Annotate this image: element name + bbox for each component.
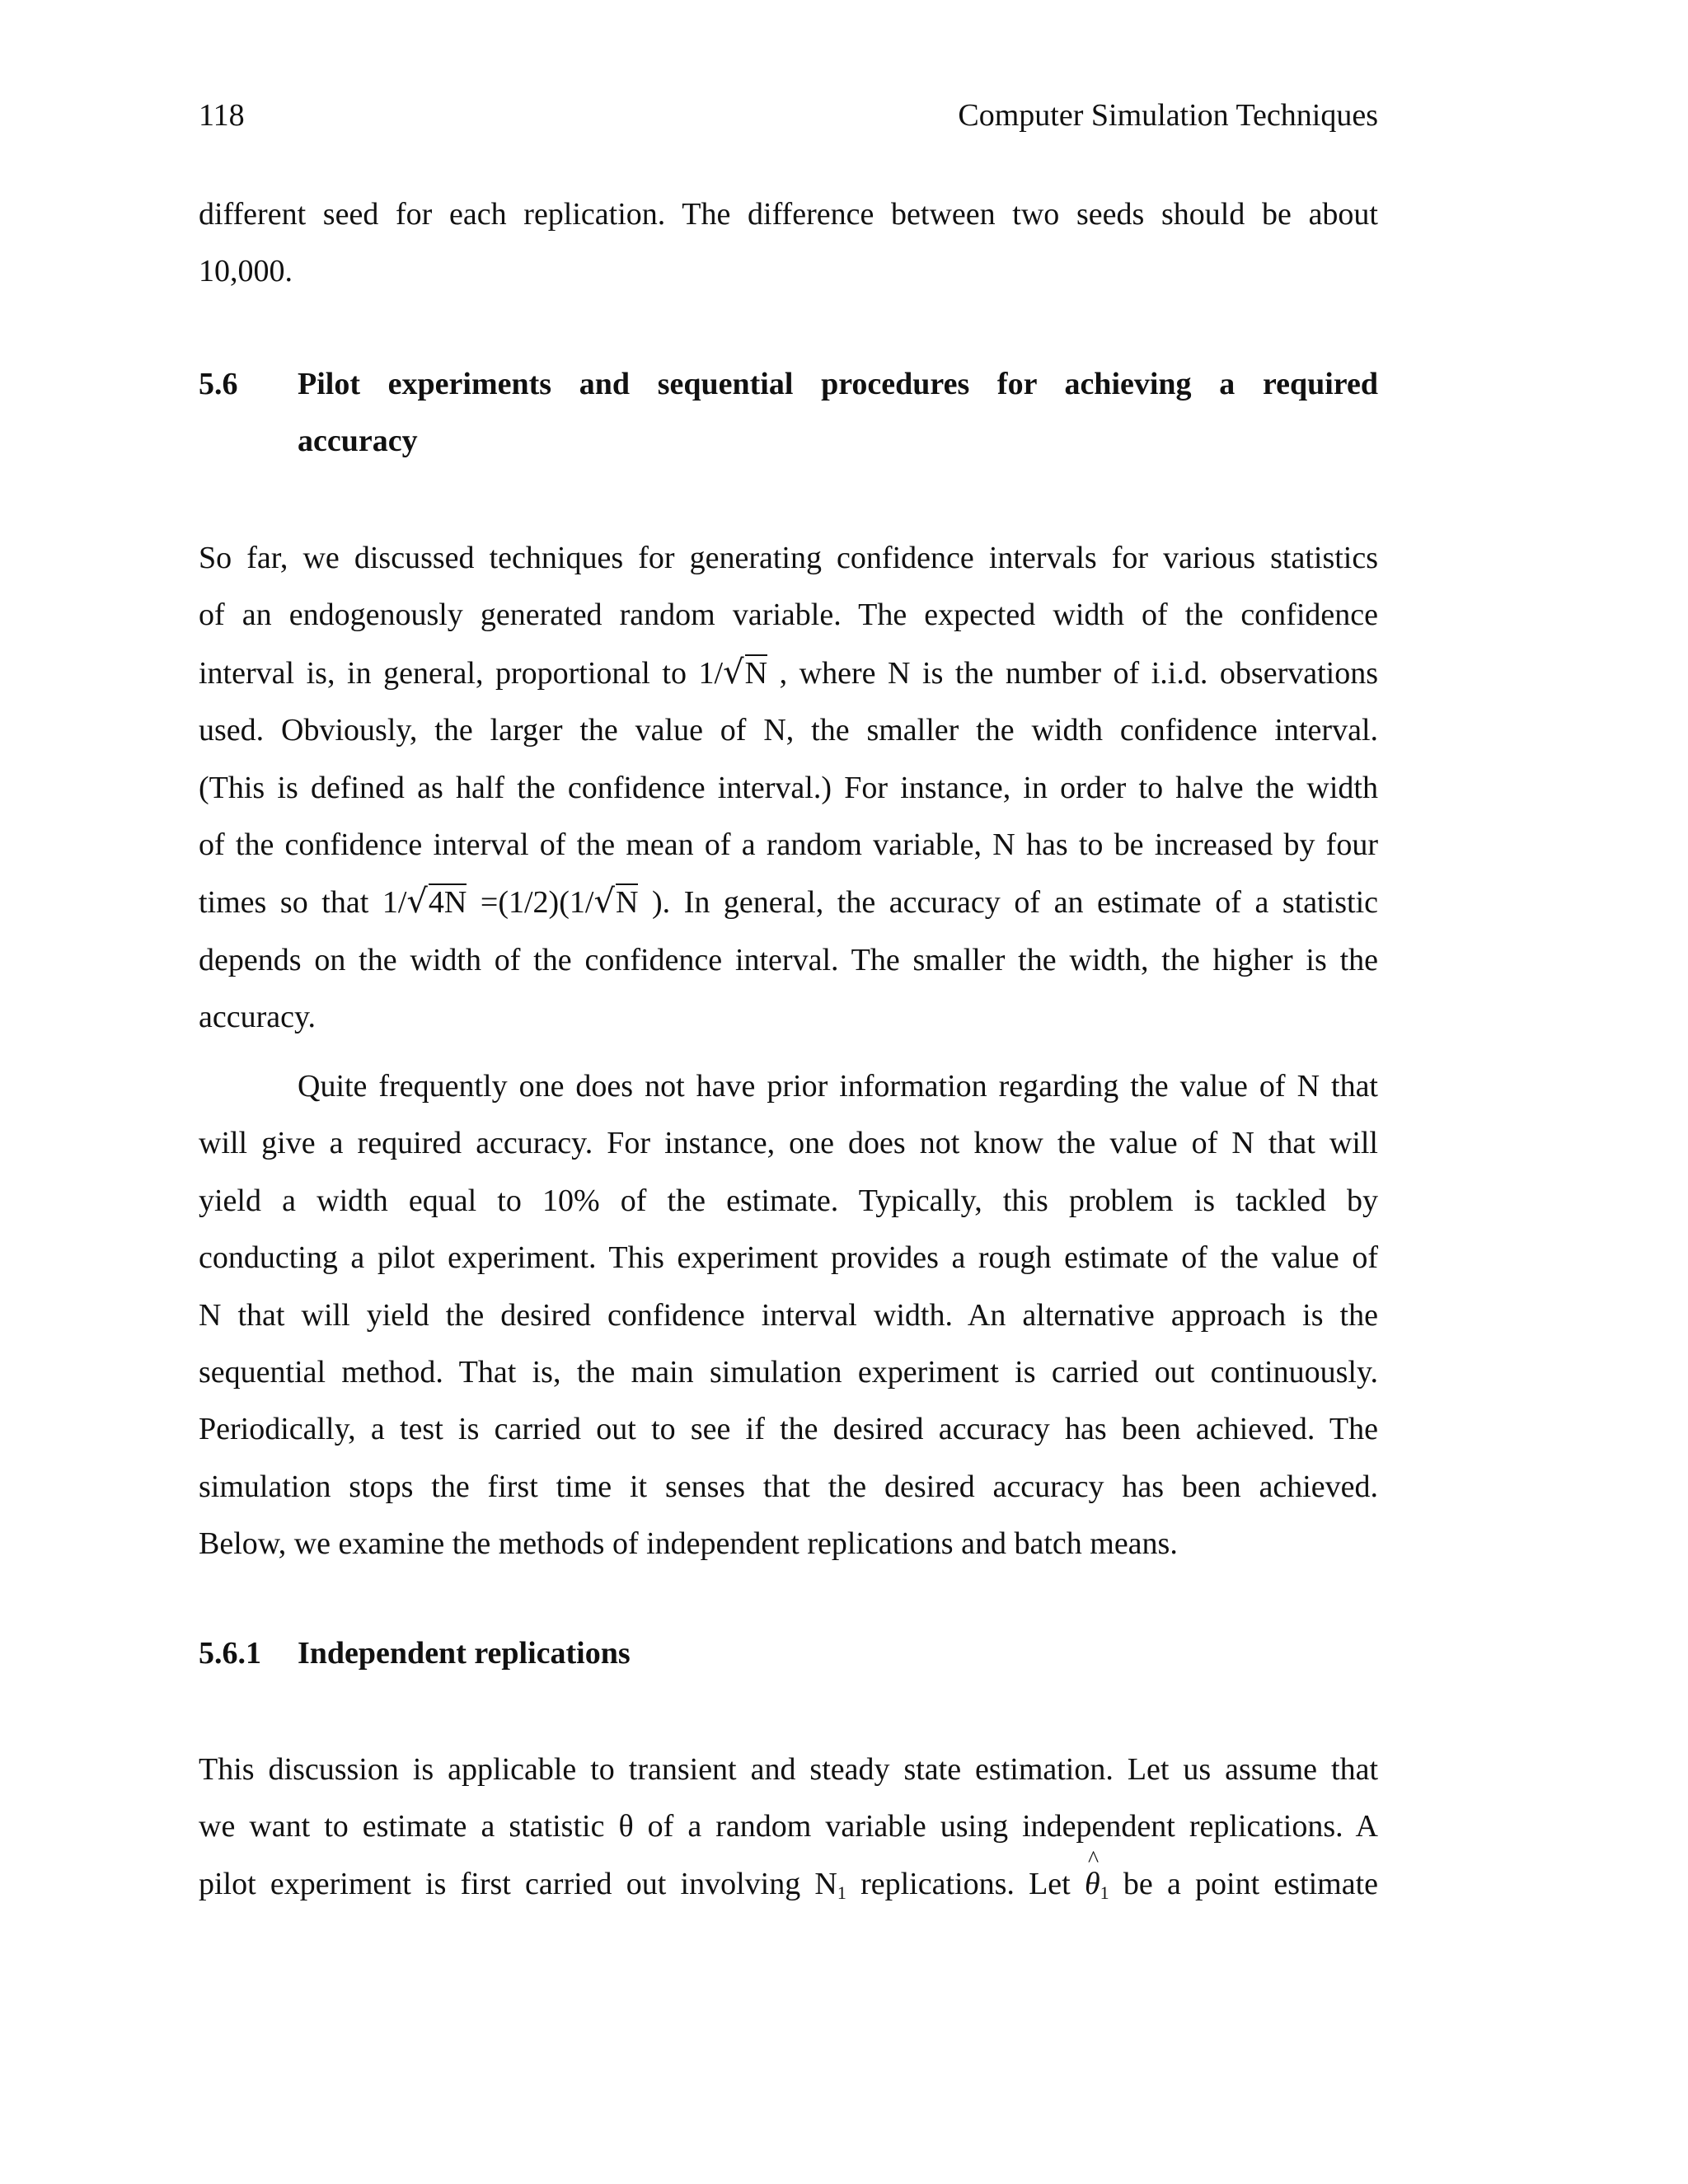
radical-sign: √: [723, 653, 744, 691]
page-number: 118: [199, 98, 245, 133]
text-line: depends on the width of the confidence interval. The smaller the width, the higher is the: [199, 942, 1378, 977]
text-line: of an endogenously generated random variable. The expected width of the confidence: [199, 598, 1378, 633]
text-fragment: interval is, in general, proportional to 1/: [199, 655, 724, 691]
text-line: we want to estimate a statistic θ of a random variable using independent replications. A: [199, 1809, 1378, 1844]
paragraph-2: [199, 1058, 1378, 1573]
text-fragment: ). In general, the accuracy of an estimate of a statistic: [638, 885, 1378, 921]
text-line-with-sqrt: [199, 644, 1378, 702]
text-line: This discussion is applicable to transient and steady state estimation. Let us assume that: [199, 1752, 1378, 1787]
text-line-with-math: [199, 1846, 1379, 1913]
text-line: will give a required accuracy. For instance, one does not know the value of N that will: [199, 1126, 1378, 1161]
text-fragment: times so that 1/: [199, 885, 407, 921]
sqrt-argument: 4N: [428, 885, 467, 921]
text-line: (This is defined as half the confidence interval.) For instance, in order to halve the width: [199, 770, 1378, 805]
text-line: simulation stops the first time it senses that the desired accuracy has been achieved.: [199, 1469, 1378, 1504]
sqrt-argument: N: [744, 655, 768, 691]
text-line: yield a width equal to 10% of the estimate. Typically, this problem is tackled by: [199, 1183, 1378, 1218]
text-line: used. Obviously, the larger the value of N, the smaller the width confidence interval.: [199, 713, 1378, 748]
subsection-title: Independent replications: [298, 1636, 631, 1671]
radical-sign: √: [593, 883, 615, 921]
sqrt-argument: N: [615, 885, 639, 921]
text-fragment: , where N is the number of i.i.d. observations: [767, 655, 1378, 691]
text-fragment: replications. Let: [846, 1866, 1085, 1901]
text-line: of the confidence interval of the mean of a random variable, N has to be increased by four: [199, 827, 1378, 863]
text-line: 10,000.: [199, 254, 293, 289]
subscript: 1: [837, 1882, 846, 1903]
section-title-line1: Pilot experiments and sequential procedures for achieving a required: [298, 367, 1378, 401]
paragraph-3: [199, 1741, 1378, 1913]
text-line: sequential method. That is, the main simulation experiment is carried out continuously.: [199, 1355, 1378, 1390]
theta-letter: θ: [1084, 1866, 1100, 1901]
running-header-title: Computer Simulation Techniques: [958, 98, 1378, 133]
section-number: 5.6: [199, 367, 238, 401]
theta-hat-symbol: [1084, 1846, 1100, 1913]
subscript: 1: [1100, 1882, 1109, 1903]
text-line: different seed for each replication. The difference between two seeds should be about: [199, 197, 1378, 232]
hat-accent: ^: [1087, 1846, 1100, 1872]
text-line: Periodically, a test is carried out to see if the desired accuracy has been achieved. The: [199, 1412, 1378, 1447]
intro-paragraph: [199, 186, 1378, 301]
text-line: N that will yield the desired confidence interval width. An alternative approach is the: [199, 1297, 1378, 1333]
subsection-number: 5.6.1: [199, 1636, 261, 1671]
section-heading: [199, 356, 1378, 471]
text-line: accuracy.: [199, 1000, 316, 1035]
text-fragment: =(1/2)(1/: [467, 885, 594, 921]
text-line: conducting a pilot experiment. This experiment provides a rough estimate of the value of: [199, 1240, 1378, 1276]
radical-sign: √: [406, 883, 428, 921]
text-line: Below, we examine the methods of independent replications and batch means.: [199, 1526, 1178, 1562]
subsection-heading: [199, 1625, 1378, 1683]
text-fragment: pilot experiment is first carried out involving N: [199, 1866, 837, 1901]
paragraph-1: [199, 530, 1378, 1047]
text-line: Quite frequently one does not have prior information regarding the value of N that: [298, 1069, 1378, 1104]
section-title-line2: accuracy: [298, 424, 418, 459]
text-fragment: be a point estimate: [1109, 1866, 1379, 1901]
text-line-with-sqrt: [199, 874, 1378, 931]
text-line: So far, we discussed techniques for generating confidence intervals for various statistics: [199, 541, 1378, 575]
